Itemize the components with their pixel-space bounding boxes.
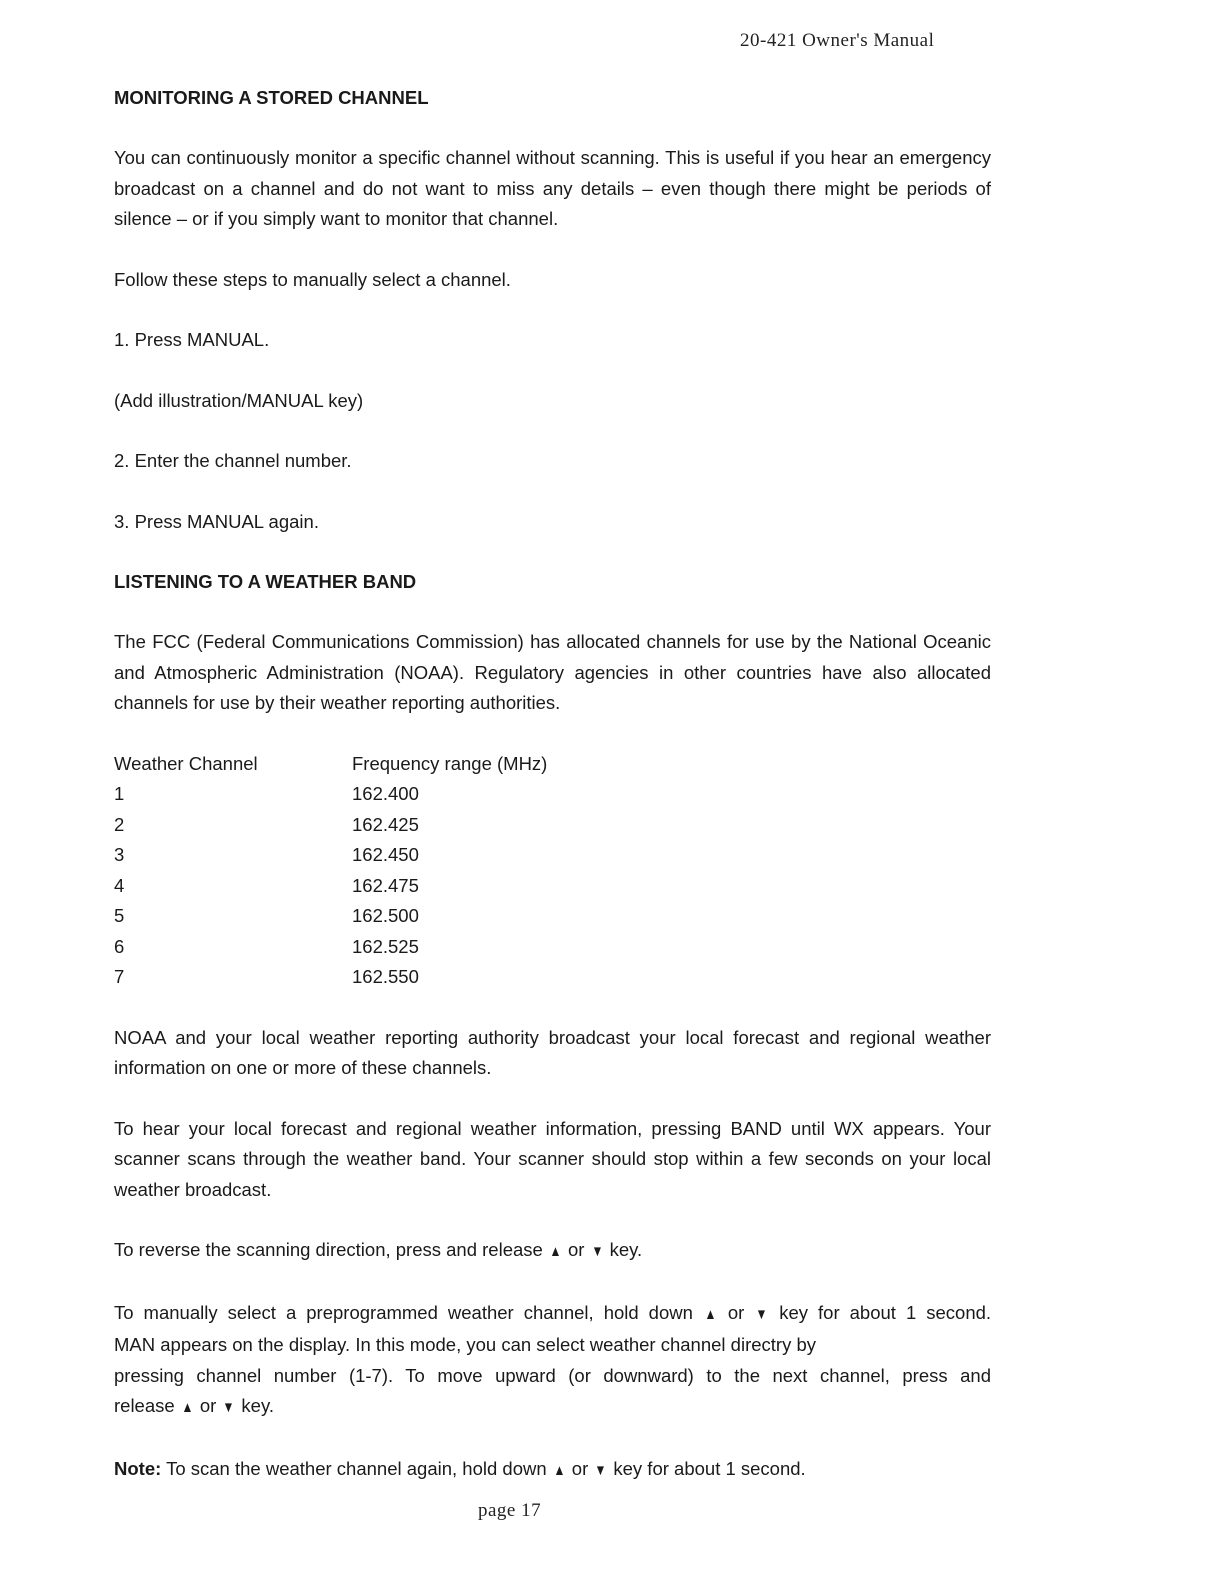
channel-number: 4 — [114, 874, 125, 896]
section-heading-weather: LISTENING TO A WEATHER BAND — [114, 571, 417, 592]
page-number: page 17 — [478, 1500, 542, 1521]
table-row — [114, 901, 547, 932]
table-row — [114, 840, 547, 871]
weather-channel-table — [114, 749, 547, 993]
down-triangle-icon: ▼ — [594, 1461, 607, 1479]
reverse-text-after: key. — [609, 1239, 643, 1260]
step-1: 1. Press MANUAL. — [114, 329, 270, 350]
table-row — [114, 779, 547, 810]
manual-line-1 — [114, 1298, 991, 1331]
steps-lead: Follow these steps to manually select a channel. — [114, 268, 511, 290]
note-text-or: or — [571, 1457, 589, 1479]
channel-number: 6 — [114, 935, 125, 957]
frequency: 162.425 — [352, 813, 419, 835]
channel-number: 2 — [114, 813, 125, 835]
down-triangle-icon: ▼ — [222, 1399, 235, 1416]
page-content — [114, 83, 991, 1486]
channel-number: 5 — [114, 905, 125, 926]
up-triangle-icon: ▲ — [549, 1243, 562, 1260]
column-header-frequency: Frequency range (MHz) — [352, 752, 548, 774]
manual-line-3: pressing channel number (1-7). To move upward (or downward) to the next channel, press and — [114, 1364, 991, 1386]
table-row — [114, 932, 547, 963]
manual-text-or: or — [727, 1301, 745, 1323]
noaa-paragraph: NOAA and your local weather reporting authority broadcast your local forecast and regional weather information on one or more of these channels. — [114, 1026, 991, 1078]
down-triangle-icon: ▼ — [591, 1243, 603, 1260]
channel-number: 3 — [114, 844, 125, 865]
manual-text-before: To manually select a preprogrammed weather channel, hold down — [114, 1301, 693, 1323]
column-header-channel: Weather Channel — [114, 752, 258, 774]
frequency: 162.525 — [352, 935, 419, 957]
note-paragraph — [114, 1454, 991, 1487]
manual-line-2: MAN appears on the display. In this mode, you can select weather channel directry by — [114, 1334, 816, 1355]
down-triangle-icon: ▼ — [755, 1305, 768, 1323]
manual-title: 20-421 Owner's Manual — [740, 30, 935, 51]
frequency: 162.400 — [352, 783, 419, 804]
illustration-note: (Add illustration/MANUAL key) — [114, 389, 364, 411]
release-text-or: or — [199, 1395, 217, 1416]
frequency: 162.500 — [352, 905, 419, 926]
note-text-before: To scan the weather channel again, hold down — [166, 1457, 547, 1479]
manual-line-4 — [114, 1391, 991, 1424]
release-text: release — [114, 1395, 175, 1416]
hear-forecast-paragraph: To hear your local forecast and regional weather information, pressing BAND until WX appears. Your scanner scans through the weather band. Your scanner should stop within a few seconds on your local weather broadcast. — [114, 1117, 991, 1200]
note-text-after: key for about 1 second. — [613, 1457, 806, 1479]
up-triangle-icon: ▲ — [181, 1399, 194, 1416]
frequency: 162.550 — [352, 966, 419, 987]
reverse-direction-paragraph — [114, 1235, 991, 1268]
frequency: 162.475 — [352, 874, 419, 896]
weather-intro: The FCC (Federal Communications Commission) has allocated channels for use by the National Oceanic and Atmospheric Administration (NOAA). Regulatory agencies in other countries have also allocated channels for use by their weather reporting authorities. — [114, 631, 991, 713]
note-label: Note: — [114, 1457, 162, 1479]
up-triangle-icon: ▲ — [704, 1305, 717, 1323]
channel-number: 1 — [114, 783, 125, 804]
channel-number: 7 — [114, 966, 125, 987]
step-3: 3. Press MANUAL again. — [114, 510, 319, 532]
release-text-after: key. — [241, 1395, 274, 1416]
table-row — [114, 962, 547, 993]
table-row — [114, 871, 547, 902]
section-heading-monitoring: MONITORING A STORED CHANNEL — [114, 87, 429, 108]
table-row — [114, 810, 547, 841]
monitoring-intro: You can continuously monitor a specific channel without scanning. This is useful if you hear an emergency broadcast on a channel and do not want to miss any details – even though there might be periods of silence – or if you simply want to monitor that channel. — [114, 147, 991, 229]
up-triangle-icon: ▲ — [553, 1461, 566, 1479]
manual-select-paragraph — [114, 1298, 991, 1424]
frequency: 162.450 — [352, 844, 419, 865]
table-header-row — [114, 749, 547, 780]
reverse-text-or: or — [567, 1239, 585, 1260]
manual-text-after: key for about 1 second. — [779, 1301, 992, 1323]
step-2: 2. Enter the channel number. — [114, 450, 352, 471]
reverse-text-before: To reverse the scanning direction, press and release — [114, 1239, 543, 1260]
